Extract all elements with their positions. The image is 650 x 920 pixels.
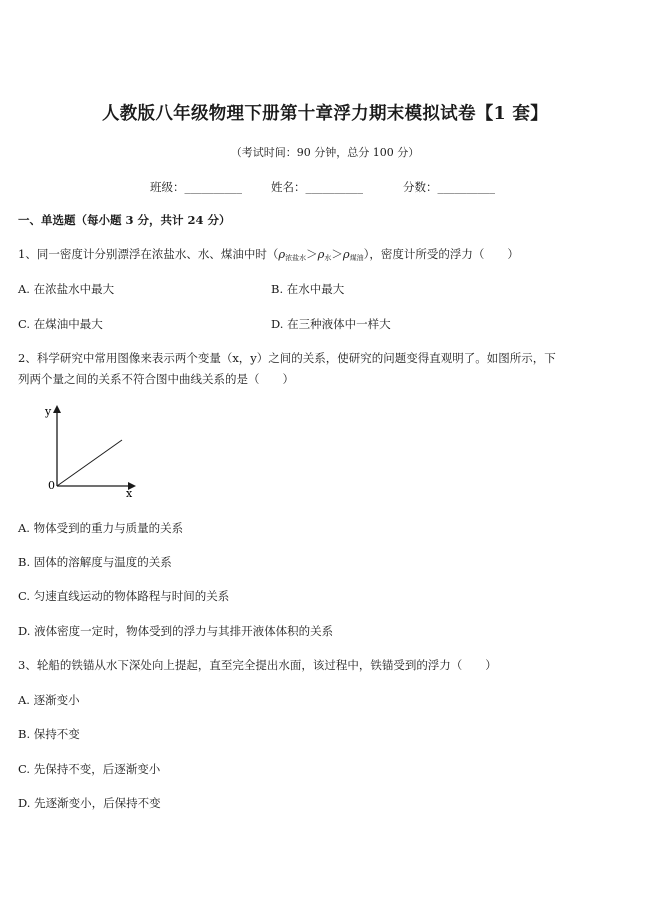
x-axis-label: x [126, 487, 133, 500]
q3-option-b: B. 保持不变 [18, 727, 80, 741]
q1-sub-2: 水 [324, 254, 332, 262]
q1-option-d: D. 在三种液体中一样大 [271, 317, 391, 331]
page-title: 人教版八年级物理下册第十章浮力期末模拟试卷【1 套】 [101, 104, 549, 124]
q1-sub-3: 煤油 [349, 254, 364, 262]
proportional-line [57, 440, 122, 486]
q2-option-a: A. 物体受到的重力与质量的关系 [18, 521, 184, 535]
q2-option-d: D. 液体密度一定时，物体受到的浮力与其排开液体体积的关系 [18, 624, 334, 638]
q1-option-c: C. 在煤油中最大 [18, 317, 103, 331]
name-field: 姓名：__________ [271, 180, 363, 194]
question-1-stem [18, 246, 519, 263]
q2-option-c: C. 匀速直线运动的物体路程与时间的关系 [18, 589, 230, 603]
q1-rho-2: ρ [317, 247, 325, 261]
q3-option-a: A. 逐渐变小 [18, 693, 80, 707]
q1-gt-1: ＞ [306, 247, 318, 261]
question-2-stem-line-1: 2、科学研究中常用图像来表示两个变量（x，y）之间的关系，使研究的问题变得直观明了。如图所示，下 [18, 351, 556, 365]
question-2-stem-line-2: 列两个量之间的关系不符合图中曲线关系的是（ ） [18, 372, 294, 386]
q1-sub-1: 浓盐水 [285, 254, 307, 262]
q1-prefix: 1、同一密度计分别漂浮在浓盐水、水、煤油中时（ [18, 247, 279, 261]
question-3-stem: 3、轮船的铁锚从水下深处向上提起，直至完全提出水面，该过程中，铁锚受到的浮力（ ） [18, 658, 497, 672]
origin-label: 0 [48, 479, 55, 492]
score-field: 分数：__________ [403, 180, 495, 194]
q1-option-a: A. 在浓盐水中最大 [18, 282, 115, 296]
class-field: 班级：__________ [150, 180, 242, 194]
exam-duration-note: （考试时间：90 分钟，总分 100 分） [230, 146, 420, 159]
y-axis-label: y [45, 405, 52, 418]
q1-option-b: B. 在水中最大 [271, 282, 345, 296]
q1-rho-1: ρ [278, 247, 286, 261]
q3-option-d: D. 先逐渐变小，后保持不变 [18, 796, 161, 810]
section-heading: 一、单选题（每小题 3 分，共计 24 分） [18, 213, 231, 227]
q1-suffix: ），密度计所受的浮力（ ） [363, 247, 519, 261]
q1-gt-2: ＞ [331, 247, 343, 261]
q2-option-b: B. 固体的溶解度与温度的关系 [18, 555, 172, 569]
q3-option-c: C. 先保持不变，后逐渐变小 [18, 762, 161, 776]
linear-graph-figure [40, 400, 150, 502]
q1-rho-3: ρ [342, 247, 350, 261]
